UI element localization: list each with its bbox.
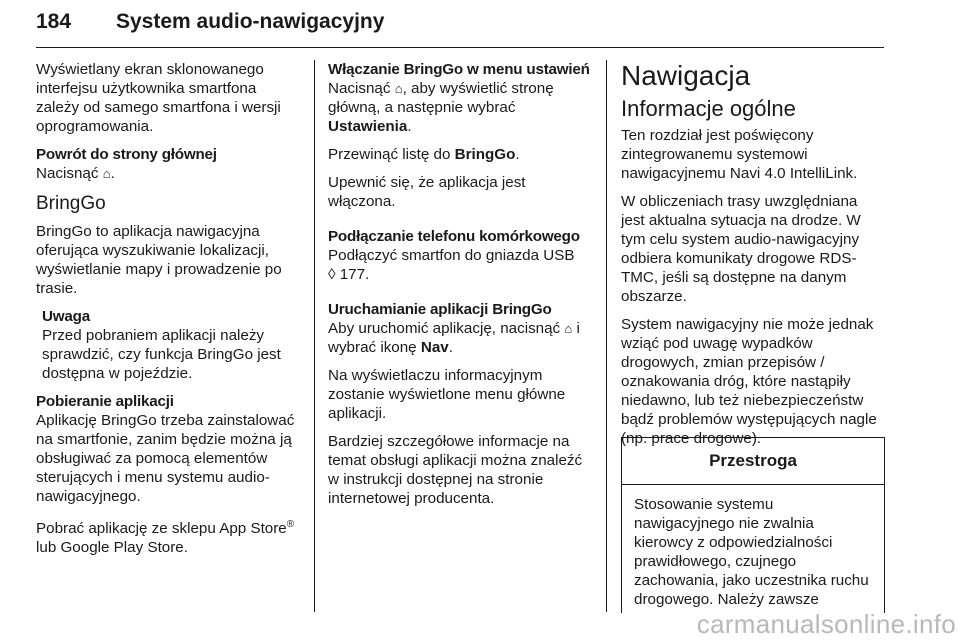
heading-informacje: Informacje ogólne — [621, 96, 796, 121]
caution-box — [621, 437, 885, 613]
intro-paragraph: Wyświetlany ekran sklonowanego interfejsu użytkownika smartfona zależy od samego smartfona i wersji oprogramowania. — [36, 61, 281, 135]
registered-mark: ® — [286, 519, 295, 530]
info-paragraph-3: System nawigacyjny nie może jednak wziąć pod uwagę wypadków drogowych, zmian przepisów / oznakowania dróg, które nastąpiły niedawno, lub też niebezpieczeństw bądź problemów występujących nagle (np. prace drogowe). — [621, 316, 877, 447]
heading-bringgo: BringGo — [36, 193, 106, 214]
na-wyswietlaczu-paragraph: Na wyświetlaczu informacyjnym zostanie wyświetlone menu główne aplikacji. — [328, 367, 566, 422]
store-text: Pobrać aplikację ze sklepu App Store — [36, 520, 287, 538]
page-number: 184 — [36, 10, 72, 33]
home-icon: ⌂ — [564, 321, 573, 336]
nav-label: Nav — [420, 339, 449, 356]
watermark: carmanualsonline.info — [696, 609, 956, 639]
header-divider — [36, 47, 884, 48]
wl-text-b: , aby wyświetlić stronę główną, a następnie wybrać — [328, 80, 554, 116]
ustawienia-label: Ustawienia — [328, 118, 408, 135]
column-2 — [328, 60, 596, 517]
column-1 — [36, 60, 300, 566]
heading-powrot: Powrót do strony głównej — [36, 146, 217, 163]
column-divider-1 — [314, 60, 315, 612]
store-paragraph — [36, 515, 300, 557]
note-text: Przed pobraniem aplikacji należy sprawdzić, czy funkcja BringGo jest dostępna w pojeździe. — [42, 327, 281, 382]
wl-text-c: . — [407, 118, 412, 135]
chapter-title: System audio-nawigacyjny — [116, 10, 385, 33]
column-divider-2 — [606, 60, 607, 612]
page-header — [36, 10, 884, 44]
bringgo-paragraph: BringGo to aplikacja nawigacyjna oferująca wyszukiwanie lokalizacji, wyświetlanie mapy i prowadzenie po trasie. — [36, 223, 282, 297]
heading-nawigacja: Nawigacja — [621, 60, 751, 91]
ur-text-c: . — [448, 339, 453, 356]
column-3 — [621, 60, 885, 457]
przewin-text: Przewinąć listę do — [328, 146, 451, 163]
info-paragraph-1: Ten rozdział jest poświęcony zintegrowanemu systemowi nawigacyjnemu Navi 4.0 IntelliLink. — [621, 127, 858, 182]
heading-wlaczanie: Włączanie BringGo w menu ustawień — [328, 61, 590, 78]
home-icon: ⌂ — [102, 166, 111, 181]
note-title: Uwaga — [42, 308, 90, 325]
ur-text-a: Aby uruchomić aplikację, nacisnąć — [328, 320, 561, 337]
uruchamianie-paragraph — [328, 319, 596, 357]
note-box — [36, 307, 300, 383]
przewin-period: . — [515, 146, 520, 163]
heading-uruchamianie: Uruchamianie aplikacji BringGo — [328, 301, 552, 318]
ur-text-b: i wybrać ikonę — [328, 320, 580, 356]
podl-text: Podłączyć smartfon do gniazda USB — [328, 247, 575, 264]
wl-text-a: Nacisnąć — [328, 80, 391, 97]
powrot-paragraph — [36, 164, 300, 183]
info-paragraph-2: W obliczeniach trasy uwzględniana jest aktualna sytuacja na drodze. W tym celu system audio-nawigacyjny odbiera komunikaty drogowe RDS-TMC, jeśli są dostępne na danym obszarze. — [621, 193, 861, 305]
powrot-text: Nacisnąć — [36, 165, 99, 182]
powrot-period: . — [110, 165, 115, 182]
pobieranie-paragraph: Aplikację BringGo trzeba zainstalować na smartfonie, zanim będzie można ją obsługiwać za pomocą elementów sterujących i menu systemu audio-nawigacyjnego. — [36, 412, 295, 505]
page-reference: ◊ 177. — [328, 266, 370, 283]
przewin-paragraph — [328, 145, 596, 164]
caution-title: Przestroga — [622, 438, 884, 485]
upewnic-paragraph: Upewnić się, że aplikacja jest włączona. — [328, 174, 526, 210]
store-text-end: lub Google Play Store. — [36, 539, 188, 557]
bardziej-paragraph: Bardziej szczegółowe informacje na temat obsługi aplikacji można znaleźć w instrukcji dostępnej na stronie internetowej producenta. — [328, 433, 583, 507]
wlaczanie-paragraph — [328, 79, 596, 136]
caution-text: Stosowanie systemu nawigacyjnego nie zwalnia kierowcy z odpowiedzialności prawidłowego, czujnego zachowania, jako uczestnika ruchu drogowego. Należy zawsze — [634, 496, 869, 608]
heading-pobieranie: Pobieranie aplikacji — [36, 393, 174, 410]
heading-podlaczanie: Podłączanie telefonu komórkowego — [328, 228, 580, 245]
podlaczanie-paragraph — [328, 246, 596, 284]
bringgo-label: BringGo — [454, 146, 516, 163]
home-icon: ⌂ — [394, 81, 403, 96]
